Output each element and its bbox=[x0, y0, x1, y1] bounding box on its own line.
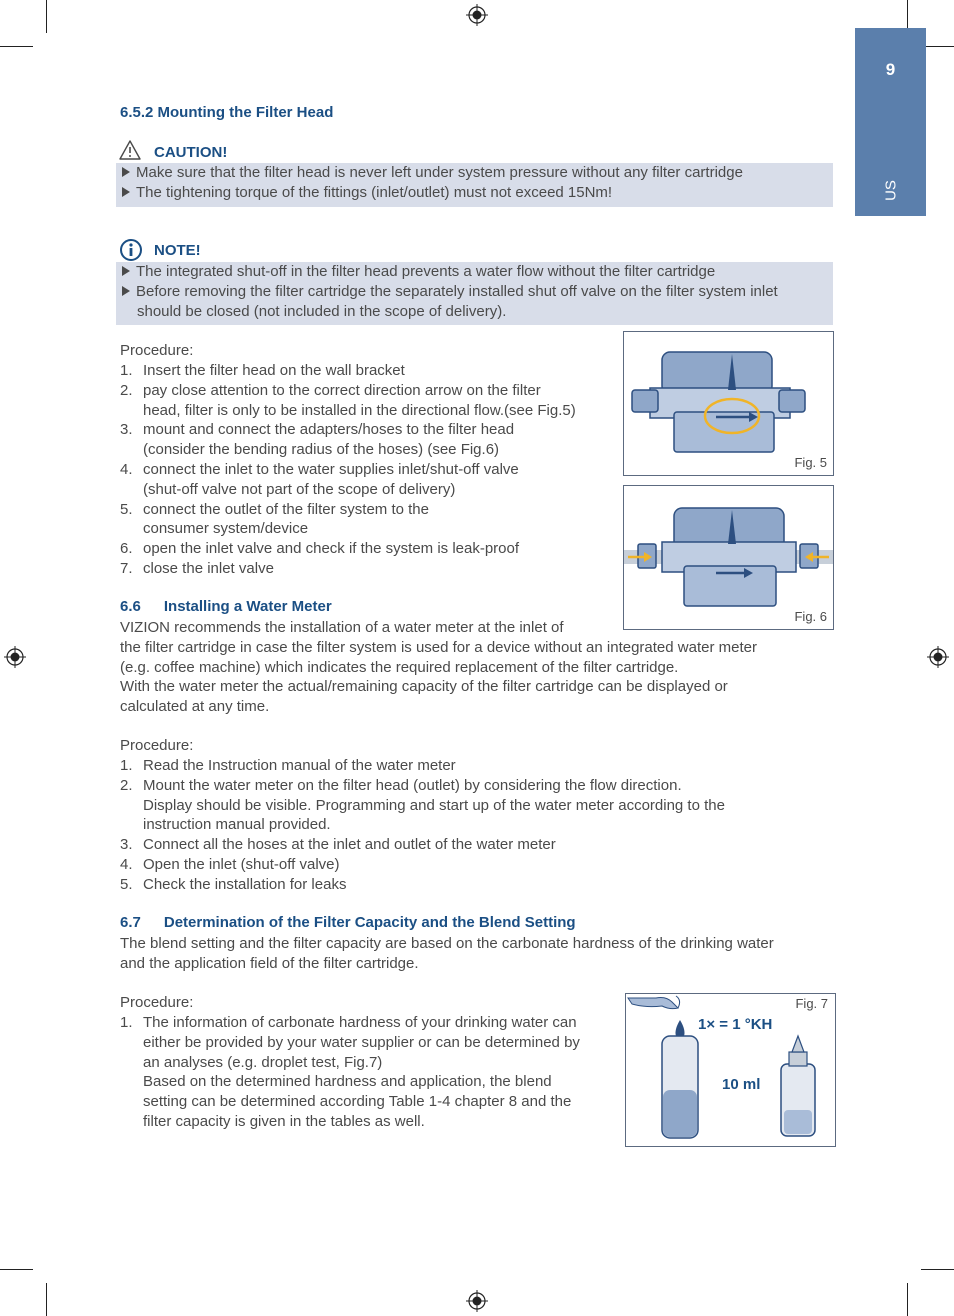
note-item-continuation: should be closed (not included in the scope of delivery). bbox=[137, 303, 507, 320]
bullet-icon bbox=[122, 167, 130, 177]
note-item: The integrated shut-off in the filter head prevents a water flow without the filter cartridge bbox=[122, 262, 715, 282]
figure-caption: Fig. 5 bbox=[794, 455, 827, 470]
procedure-list bbox=[120, 1013, 580, 1132]
page-tab bbox=[855, 28, 926, 216]
procedure-label: Procedure: bbox=[120, 737, 194, 754]
list-item: 1. Read the Instruction manual of the water meter bbox=[120, 757, 456, 774]
crop-mark bbox=[0, 1269, 33, 1270]
procedure-label: Procedure: bbox=[120, 342, 194, 359]
crop-mark bbox=[907, 1283, 908, 1316]
section-paragraph: The blend setting and the filter capacity are based on the carbonate hardness of the drinking water and the application field of the filter cartridge. bbox=[120, 935, 774, 972]
drop-equivalence-label: 1× = 1 °KH bbox=[698, 1016, 773, 1033]
figure-5 bbox=[623, 331, 834, 476]
figure-6 bbox=[623, 485, 834, 630]
caution-item: Make sure that the filter head is never left under system pressure without any filter cartridge bbox=[122, 163, 743, 183]
list-item: 3. Connect all the hoses at the inlet and outlet of the water meter bbox=[120, 836, 556, 854]
crop-mark bbox=[921, 1269, 954, 1270]
figure-caption: Fig. 7 bbox=[795, 996, 828, 1011]
note-label: NOTE! bbox=[154, 242, 201, 259]
crop-mark bbox=[0, 46, 33, 47]
list-item: 5. Check the installation for leaks bbox=[120, 875, 347, 893]
filter-head-illustration bbox=[624, 332, 833, 475]
section-paragraph: VIZION recommends the installation of a water meter at the inlet of the filter cartridge in case the filter system is used for a device without an integrated water meter (e.g. coffee machine) which indicates the required replacement of the filter cartridge. With the water meter the actual/remaining capacity of the filter cartridge can be displayed or calculated at any time. bbox=[120, 619, 757, 716]
section-heading: 6.6 Installing a Water Meter bbox=[120, 598, 332, 615]
figure-7 bbox=[625, 993, 836, 1147]
procedure-list bbox=[120, 756, 725, 895]
caution-item: The tightening torque of the fittings (inlet/outlet) must not exceed 15Nm! bbox=[122, 183, 612, 203]
list-item: 1. The information of carbonate hardness of your drinking water can either be provided by your water supplier or can be determined by an analyses (e.g. droplet test, Fig.7) Based on the determined hardness and application, the blend setting can be determined according Table 1-4 chapter 8 and the filter capacity is given in the tables as well. bbox=[120, 1014, 580, 1130]
procedure-list bbox=[120, 361, 576, 579]
list-item: 2. Mount the water meter on the filter head (outlet) by considering the flow direction. Display should be visible. Programming and start up of the water meter according to the instruction manual provided. bbox=[120, 776, 725, 834]
list-item: 4. connect the inlet to the water supplies inlet/shut-off valve (shut-off valve not part of the scope of delivery) bbox=[120, 460, 519, 498]
list-item: 1. Insert the filter head on the wall bracket bbox=[120, 362, 405, 379]
warning-icon bbox=[119, 140, 141, 160]
list-item: 7. close the inlet valve bbox=[120, 559, 274, 577]
info-icon bbox=[119, 238, 143, 262]
section-heading: 6.5.2 Mounting the Filter Head bbox=[120, 104, 334, 121]
page-number: 9 bbox=[885, 60, 896, 79]
bullet-icon bbox=[122, 266, 130, 276]
list-item: 3. mount and connect the adapters/hoses to the filter head (consider the bending radius of the hoses) (see Fig.6) bbox=[120, 421, 515, 459]
figure-caption: Fig. 6 bbox=[794, 609, 827, 624]
crop-mark bbox=[46, 0, 47, 33]
bullet-icon bbox=[122, 286, 130, 296]
registration-mark-icon bbox=[466, 1290, 488, 1312]
bullet-icon bbox=[122, 187, 130, 197]
caution-label: CAUTION! bbox=[154, 144, 228, 161]
section-heading: 6.7 Determination of the Filter Capacity and the Blend Setting bbox=[120, 914, 576, 931]
filter-head-hoses-illustration bbox=[624, 486, 833, 629]
registration-mark-icon bbox=[927, 646, 949, 668]
note-item: Before removing the filter cartridge the separately installed shut off valve on the filter system inlet bbox=[122, 282, 778, 302]
list-item: 2. pay close attention to the correct direction arrow on the filter head, filter is only to be installed in the directional flow.(see Fig.5) bbox=[120, 381, 576, 419]
crop-mark bbox=[46, 1283, 47, 1316]
list-item: 6. open the inlet valve and check if the system is leak-proof bbox=[120, 540, 520, 558]
registration-mark-icon bbox=[4, 646, 26, 668]
registration-mark-icon bbox=[466, 4, 488, 26]
list-item: 5. connect the outlet of the filter system to the consumer system/device bbox=[120, 500, 429, 538]
procedure-label: Procedure: bbox=[120, 994, 194, 1011]
language-label: US bbox=[882, 180, 900, 201]
volume-label: 10 ml bbox=[722, 1076, 761, 1093]
list-item: 4. Open the inlet (shut-off valve) bbox=[120, 855, 340, 873]
